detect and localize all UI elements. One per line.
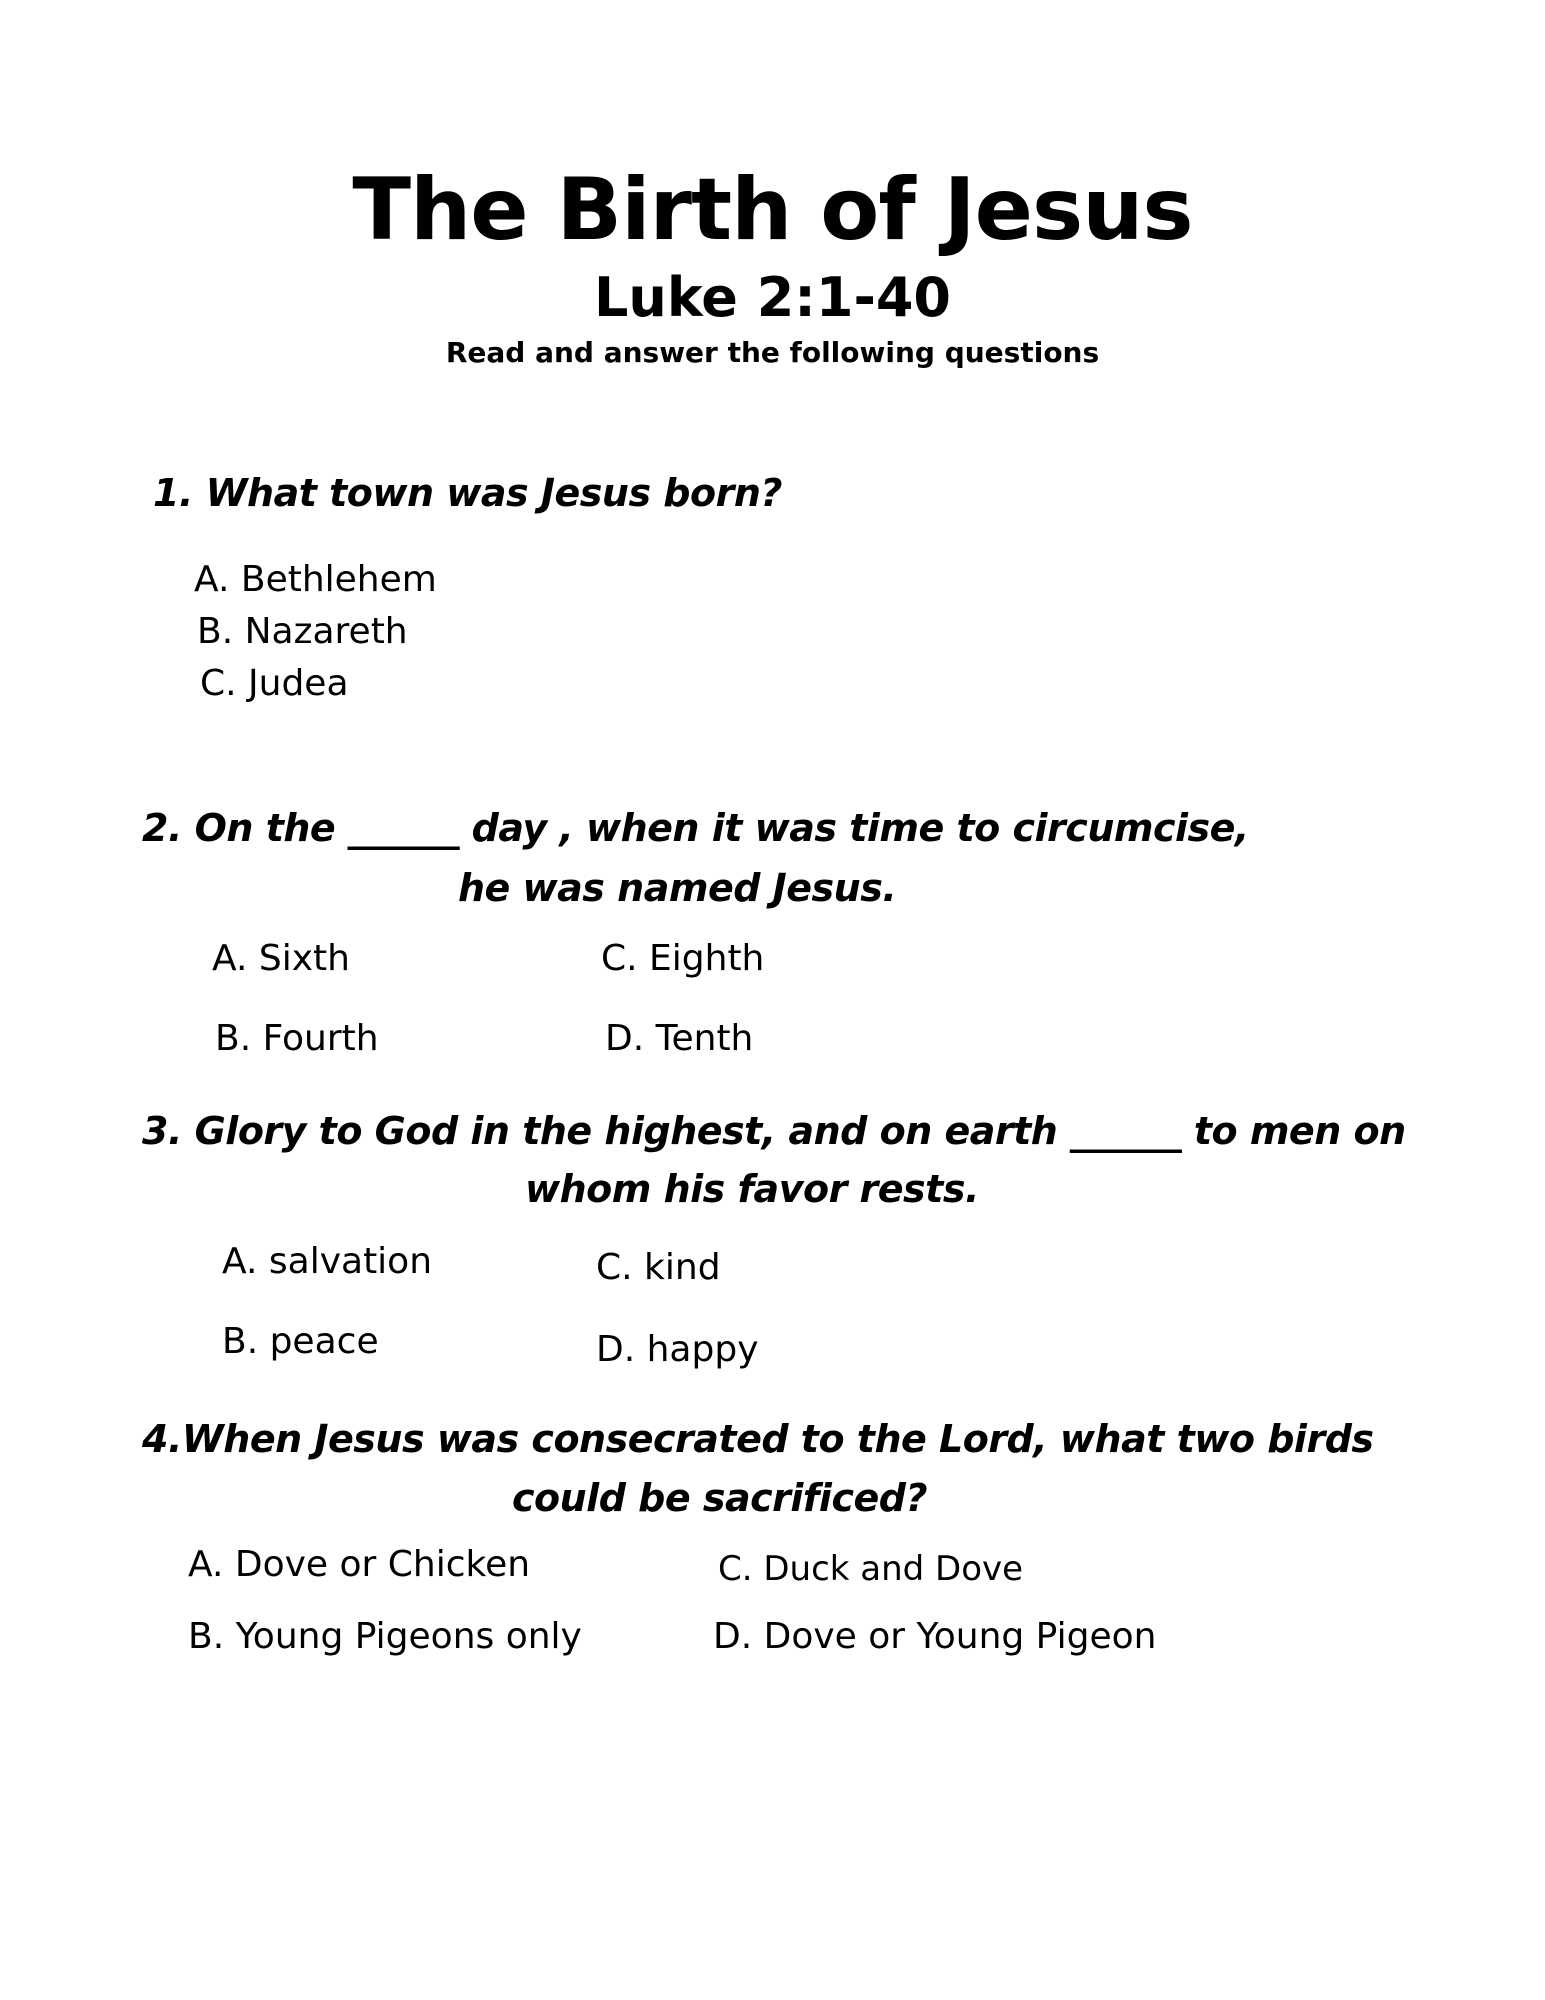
question-2-option-d: D. Tenth — [605, 1018, 754, 1059]
question-3-option-a: A. salvation — [222, 1241, 433, 1282]
question-2-option-b: B. Fourth — [215, 1018, 379, 1059]
question-2-option-c: C. Eighth — [601, 938, 765, 979]
worksheet-title: The Birth of Jesus — [352, 160, 1193, 260]
question-3-text-line1: 3. Glory to God in the highest, and on earth ______ to men on — [142, 1109, 1406, 1153]
scripture-reference: Luke 2:1-40 — [593, 266, 952, 329]
question-4-option-c: C. Duck and Dove — [718, 1549, 1024, 1589]
question-4-option-b: B. Young Pigeons only — [188, 1616, 582, 1657]
question-1-option-a: A. Bethlehem — [194, 559, 437, 600]
question-1-text: 1. What town was Jesus born? — [153, 471, 782, 515]
instructions: Read and answer the following questions — [445, 336, 1100, 369]
question-4-text-line1: 4.When Jesus was consecrated to the Lord, what two birds — [142, 1417, 1374, 1461]
question-3-option-d: D. happy — [596, 1329, 759, 1370]
question-3-option-b: B. peace — [222, 1321, 379, 1362]
question-1-option-c: C. Judea — [200, 663, 349, 704]
question-1-option-b: B. Nazareth — [197, 611, 408, 652]
question-4-option-a: A. Dove or Chicken — [188, 1544, 531, 1585]
question-4-text-line2: could be sacrificed? — [512, 1476, 927, 1520]
question-3-option-c: C. kind — [596, 1247, 721, 1288]
question-3-text-line2: whom his favor rests. — [525, 1167, 979, 1211]
question-2-text-line1: 2. On the ______ day , when it was time to circumcise, — [142, 806, 1249, 850]
question-2-option-a: A. Sixth — [212, 938, 350, 979]
question-2-text-line2: he was named Jesus. — [458, 866, 897, 910]
question-4-option-d: D. Dove or Young Pigeon — [713, 1616, 1157, 1657]
